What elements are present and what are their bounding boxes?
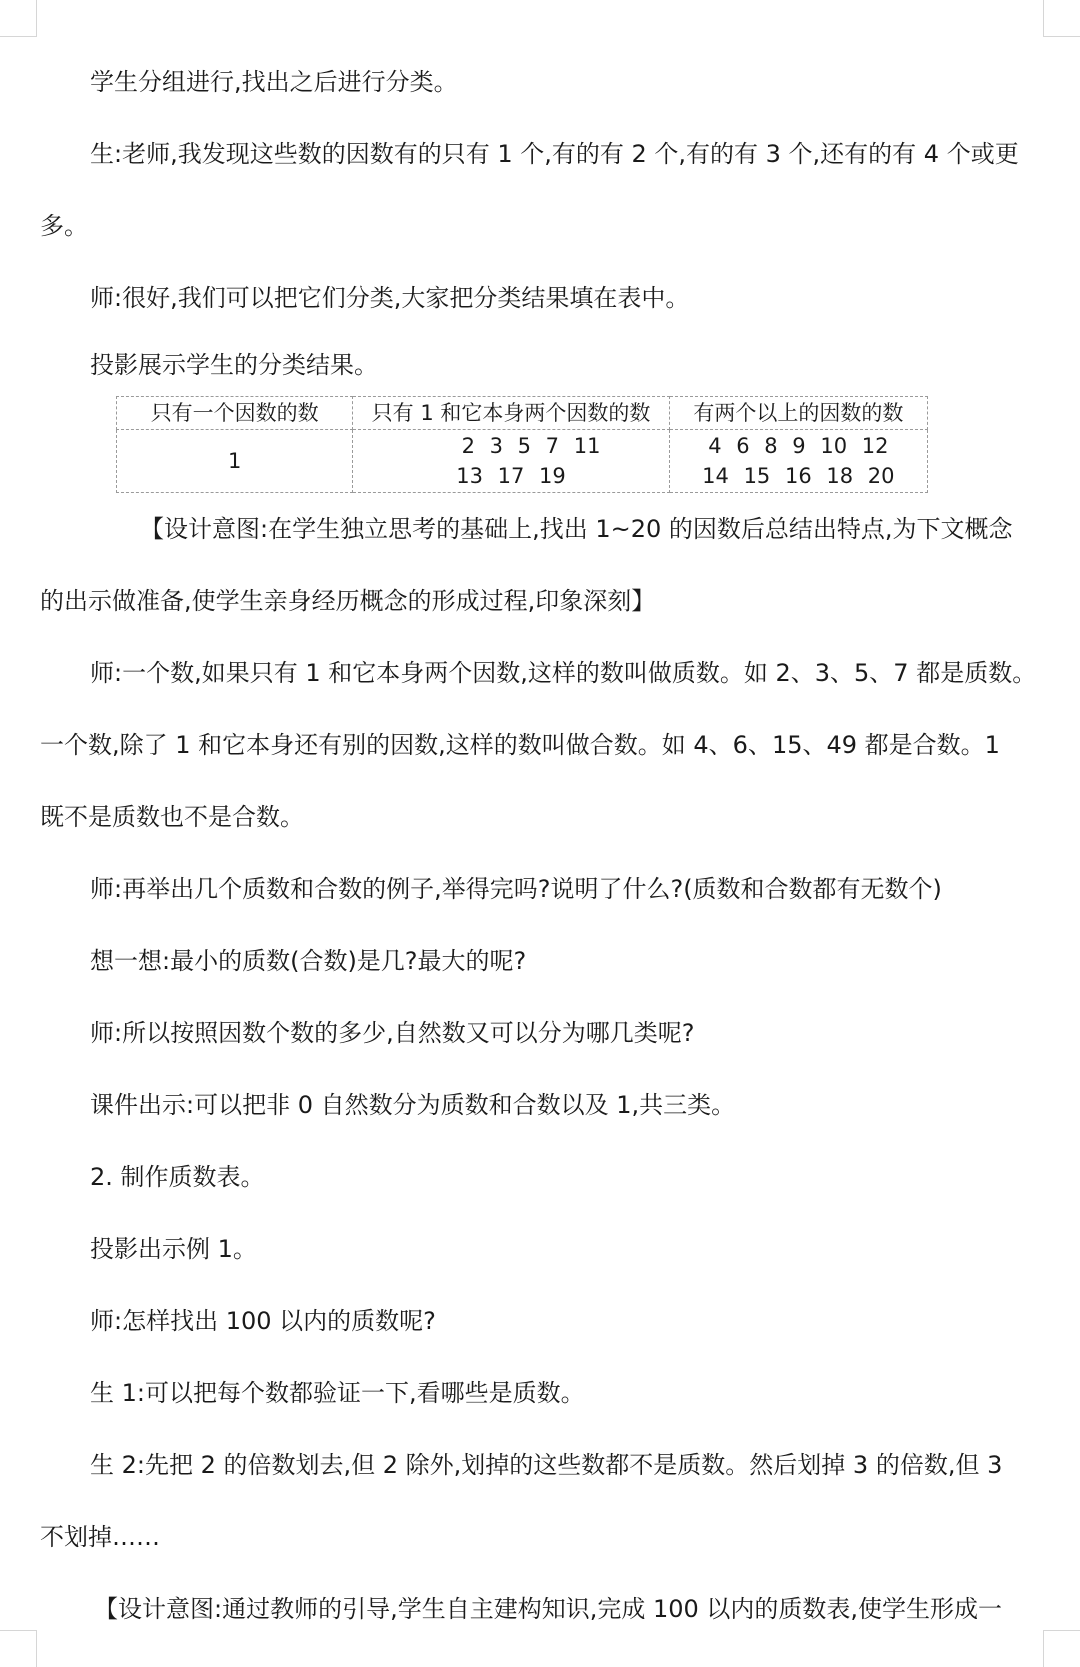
table-header-row	[117, 397, 928, 430]
table-cell-one	[117, 430, 353, 493]
cell-line: 13 17 19	[456, 464, 566, 488]
table-header-prime: 只有 1 和它本身两个因数的数	[353, 397, 669, 430]
page-corner-mark-top-right	[1043, 0, 1080, 37]
paragraph-projection: 投影展示学生的分类结果。	[90, 351, 378, 379]
paragraph-student-2: 生 2:先把 2 的倍数划去,但 2 除外,划掉的这些数都不是质数。然后划掉 3 的倍数,但 3	[90, 1451, 1003, 1479]
paragraph-one-neither: 既不是质数也不是合数。	[40, 803, 304, 831]
paragraph-student-finding-cont: 多。	[40, 212, 88, 240]
paragraph-example-1: 投影出示例 1。	[90, 1235, 257, 1263]
table-header-composite: 有两个以上的因数的数	[669, 397, 927, 430]
cell-line: 4 6 8 9 10 12	[708, 434, 889, 458]
page-corner-mark-bottom-right	[1043, 1630, 1080, 1667]
paragraph-composite-definition: 一个数,除了 1 和它本身还有别的因数,这样的数叫做合数。如 4、6、15、49 都是合数。1	[40, 731, 1000, 759]
paragraph-think: 想一想:最小的质数(合数)是几?最大的呢?	[90, 947, 527, 975]
page-corner-mark-top-left	[0, 0, 37, 37]
classification-table-wrap	[116, 396, 928, 493]
paragraph-group-work: 学生分组进行,找出之后进行分类。	[90, 68, 458, 96]
paragraph-design-intent-1-cont: 的出示做准备,使学生亲身经历概念的形成过程,印象深刻】	[40, 587, 656, 615]
paragraph-student-finding: 生:老师,我发现这些数的因数有的只有 1 个,有的有 2 个,有的有 3 个,还有的有 4 个或更	[90, 140, 1019, 168]
cell-line: 2 3 5 7 11	[461, 434, 601, 458]
paragraph-design-intent-2: 【设计意图:通过教师的引导,学生自主建构知识,完成 100 以内的质数表,使学生形成一	[94, 1595, 1003, 1623]
paragraph-teacher-classify: 师:很好,我们可以把它们分类,大家把分类结果填在表中。	[90, 284, 690, 312]
cell-line: 14 15 16 18 20	[702, 464, 895, 488]
paragraph-teacher-question: 师:怎样找出 100 以内的质数呢?	[90, 1307, 436, 1335]
paragraph-design-intent-1: 【设计意图:在学生独立思考的基础上,找出 1~20 的因数后总结出特点,为下文概念	[140, 515, 1013, 543]
paragraph-courseware: 课件出示:可以把非 0 自然数分为质数和合数以及 1,共三类。	[90, 1091, 736, 1119]
page-corner-mark-bottom-left	[0, 1630, 37, 1667]
paragraph-examples: 师:再举出几个质数和合数的例子,举得完吗?说明了什么?(质数和合数都有无数个)	[90, 875, 942, 903]
paragraph-student-2-cont: 不划掉……	[40, 1523, 160, 1551]
table-cell-primes	[353, 430, 669, 493]
paragraph-prime-definition: 师:一个数,如果只有 1 和它本身两个因数,这样的数叫做质数。如 2、3、5、7 都是质数。	[90, 659, 1037, 687]
document-page	[40, 46, 1042, 1645]
paragraph-categories-question: 师:所以按照因数个数的多少,自然数又可以分为哪几类呢?	[90, 1019, 695, 1047]
table-cell-composites	[669, 430, 927, 493]
classification-table	[116, 396, 928, 493]
table-row	[117, 430, 928, 493]
table-header-one-factor: 只有一个因数的数	[117, 397, 353, 430]
paragraph-student-1: 生 1:可以把每个数都验证一下,看哪些是质数。	[90, 1379, 585, 1407]
cell-value: 1	[228, 449, 242, 473]
paragraph-section-title: 2. 制作质数表。	[90, 1163, 265, 1191]
